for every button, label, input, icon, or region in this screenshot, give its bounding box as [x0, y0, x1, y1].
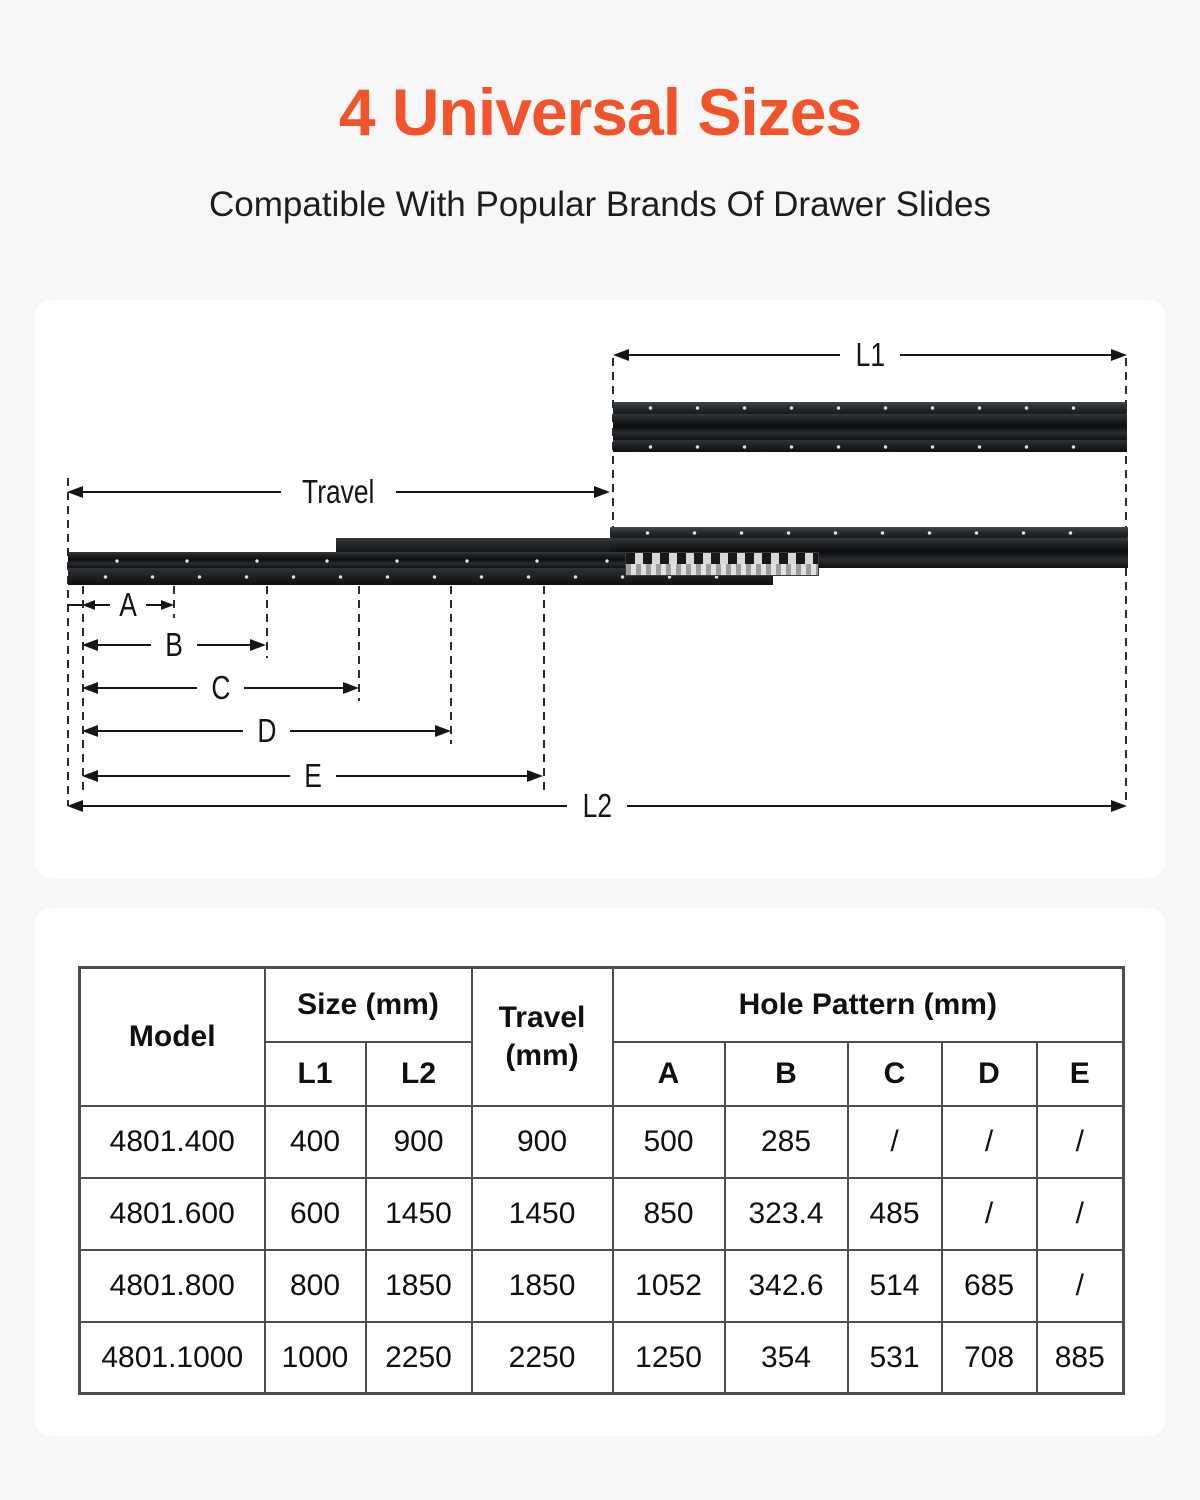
- dimension-travel: [67, 475, 610, 509]
- table-cell: 323.4: [725, 1178, 848, 1250]
- dimension-e: [82, 759, 543, 793]
- diagram-card: [35, 300, 1165, 878]
- table-cell: 500: [613, 1106, 725, 1178]
- dimension-stub: [67, 604, 82, 606]
- table-cell: 354: [725, 1322, 848, 1394]
- arrowhead-left-icon: [67, 486, 83, 498]
- arrowhead-left-icon: [82, 639, 98, 651]
- table-cell: 1850: [366, 1250, 472, 1322]
- screw-holes: [627, 405, 1113, 411]
- table-cell: 342.6: [725, 1250, 848, 1322]
- col-header-travel: Travel (mm): [472, 968, 613, 1106]
- table-cell: 1000: [265, 1322, 366, 1394]
- col-header-size: Size (mm): [265, 968, 472, 1042]
- col-header-hole-pattern: Hole Pattern (mm): [613, 968, 1124, 1042]
- page-title: 4 Universal Sizes: [338, 75, 862, 149]
- table-cell: 4801.400: [80, 1106, 265, 1178]
- arrowhead-left-icon: [82, 600, 95, 610]
- arrowhead-left-icon: [613, 349, 629, 361]
- dimension-d-label: D: [256, 712, 277, 749]
- table-cell: 4801.800: [80, 1250, 265, 1322]
- table-cell: 531: [848, 1322, 942, 1394]
- page-header: [0, 0, 1200, 225]
- dimension-a: [82, 588, 174, 622]
- table-cell: 708: [942, 1322, 1037, 1394]
- table-cell: 600: [265, 1178, 366, 1250]
- table-cell: 1052: [613, 1250, 725, 1322]
- table-cell: /: [942, 1106, 1037, 1178]
- spec-card: [35, 908, 1165, 1436]
- table-cell: 1250: [613, 1322, 725, 1394]
- table-cell: 285: [725, 1106, 848, 1178]
- table-cell: /: [1037, 1106, 1124, 1178]
- col-header-b: B: [725, 1042, 848, 1106]
- arrowhead-right-icon: [1111, 349, 1127, 361]
- screw-holes: [627, 444, 1113, 450]
- table-cell: 485: [848, 1178, 942, 1250]
- dimension-d: [82, 714, 451, 748]
- table-cell: 685: [942, 1250, 1037, 1322]
- table-cell: 900: [472, 1106, 613, 1178]
- arrowhead-right-icon: [161, 600, 174, 610]
- table-cell: /: [1037, 1178, 1124, 1250]
- table-cell: 4801.600: [80, 1178, 265, 1250]
- arrowhead-left-icon: [82, 725, 98, 737]
- table-cell: /: [942, 1178, 1037, 1250]
- arrowhead-right-icon: [435, 725, 451, 737]
- col-header-d: D: [942, 1042, 1037, 1106]
- screw-holes: [624, 530, 1114, 536]
- dimension-l2-label: L2: [582, 787, 612, 824]
- table-cell: 4801.1000: [80, 1322, 265, 1394]
- table-row: [80, 1106, 1124, 1178]
- dimension-c: [82, 671, 359, 705]
- col-header-l2: L2: [366, 1042, 472, 1106]
- arrowhead-right-icon: [250, 639, 266, 651]
- dimension-l1-label: L1: [855, 336, 885, 373]
- dimension-c-label: C: [210, 669, 231, 706]
- col-header-l1: L1: [265, 1042, 366, 1106]
- page-subtitle: Compatible With Popular Brands Of Drawer Slides: [209, 185, 991, 225]
- extension-line: [67, 478, 69, 806]
- table-row: [80, 1250, 1124, 1322]
- table-cell: 514: [848, 1250, 942, 1322]
- col-header-a: A: [613, 1042, 725, 1106]
- table-cell: 850: [613, 1178, 725, 1250]
- drawer-slide-closed: [613, 402, 1127, 452]
- spec-table: [78, 966, 1125, 1395]
- table-cell: 1450: [472, 1178, 613, 1250]
- col-header-model: Model: [80, 968, 265, 1106]
- dimension-e-label: E: [303, 757, 322, 794]
- table-cell: 900: [366, 1106, 472, 1178]
- arrowhead-left-icon: [82, 682, 98, 694]
- arrowhead-right-icon: [594, 486, 610, 498]
- arrowhead-right-icon: [343, 682, 359, 694]
- dimension-l1: [613, 338, 1127, 372]
- dimension-l2: [67, 789, 1127, 823]
- table-cell: 400: [265, 1106, 366, 1178]
- table-row: [80, 1322, 1124, 1394]
- dimension-b: [82, 628, 266, 662]
- table-cell: /: [1037, 1250, 1124, 1322]
- table-cell: 1450: [366, 1178, 472, 1250]
- table-cell: 2250: [366, 1322, 472, 1394]
- spec-table-body: [80, 1106, 1124, 1394]
- extension-line: [266, 586, 268, 658]
- extension-line: [543, 586, 545, 790]
- arrowhead-right-icon: [1111, 800, 1127, 812]
- table-cell: 1850: [472, 1250, 613, 1322]
- table-cell: 885: [1037, 1322, 1124, 1394]
- dimension-a-label: A: [119, 586, 137, 623]
- ball-bearing-cage: [625, 552, 819, 576]
- dimension-b-label: B: [165, 626, 183, 663]
- table-cell: 800: [265, 1250, 366, 1322]
- col-header-e: E: [1037, 1042, 1124, 1106]
- table-row: [80, 1178, 1124, 1250]
- arrowhead-right-icon: [527, 770, 543, 782]
- arrowhead-left-icon: [82, 770, 98, 782]
- col-header-c: C: [848, 1042, 942, 1106]
- table-cell: 2250: [472, 1322, 613, 1394]
- arrowhead-left-icon: [67, 800, 83, 812]
- dimension-travel-label: Travel: [302, 473, 375, 510]
- table-cell: /: [848, 1106, 942, 1178]
